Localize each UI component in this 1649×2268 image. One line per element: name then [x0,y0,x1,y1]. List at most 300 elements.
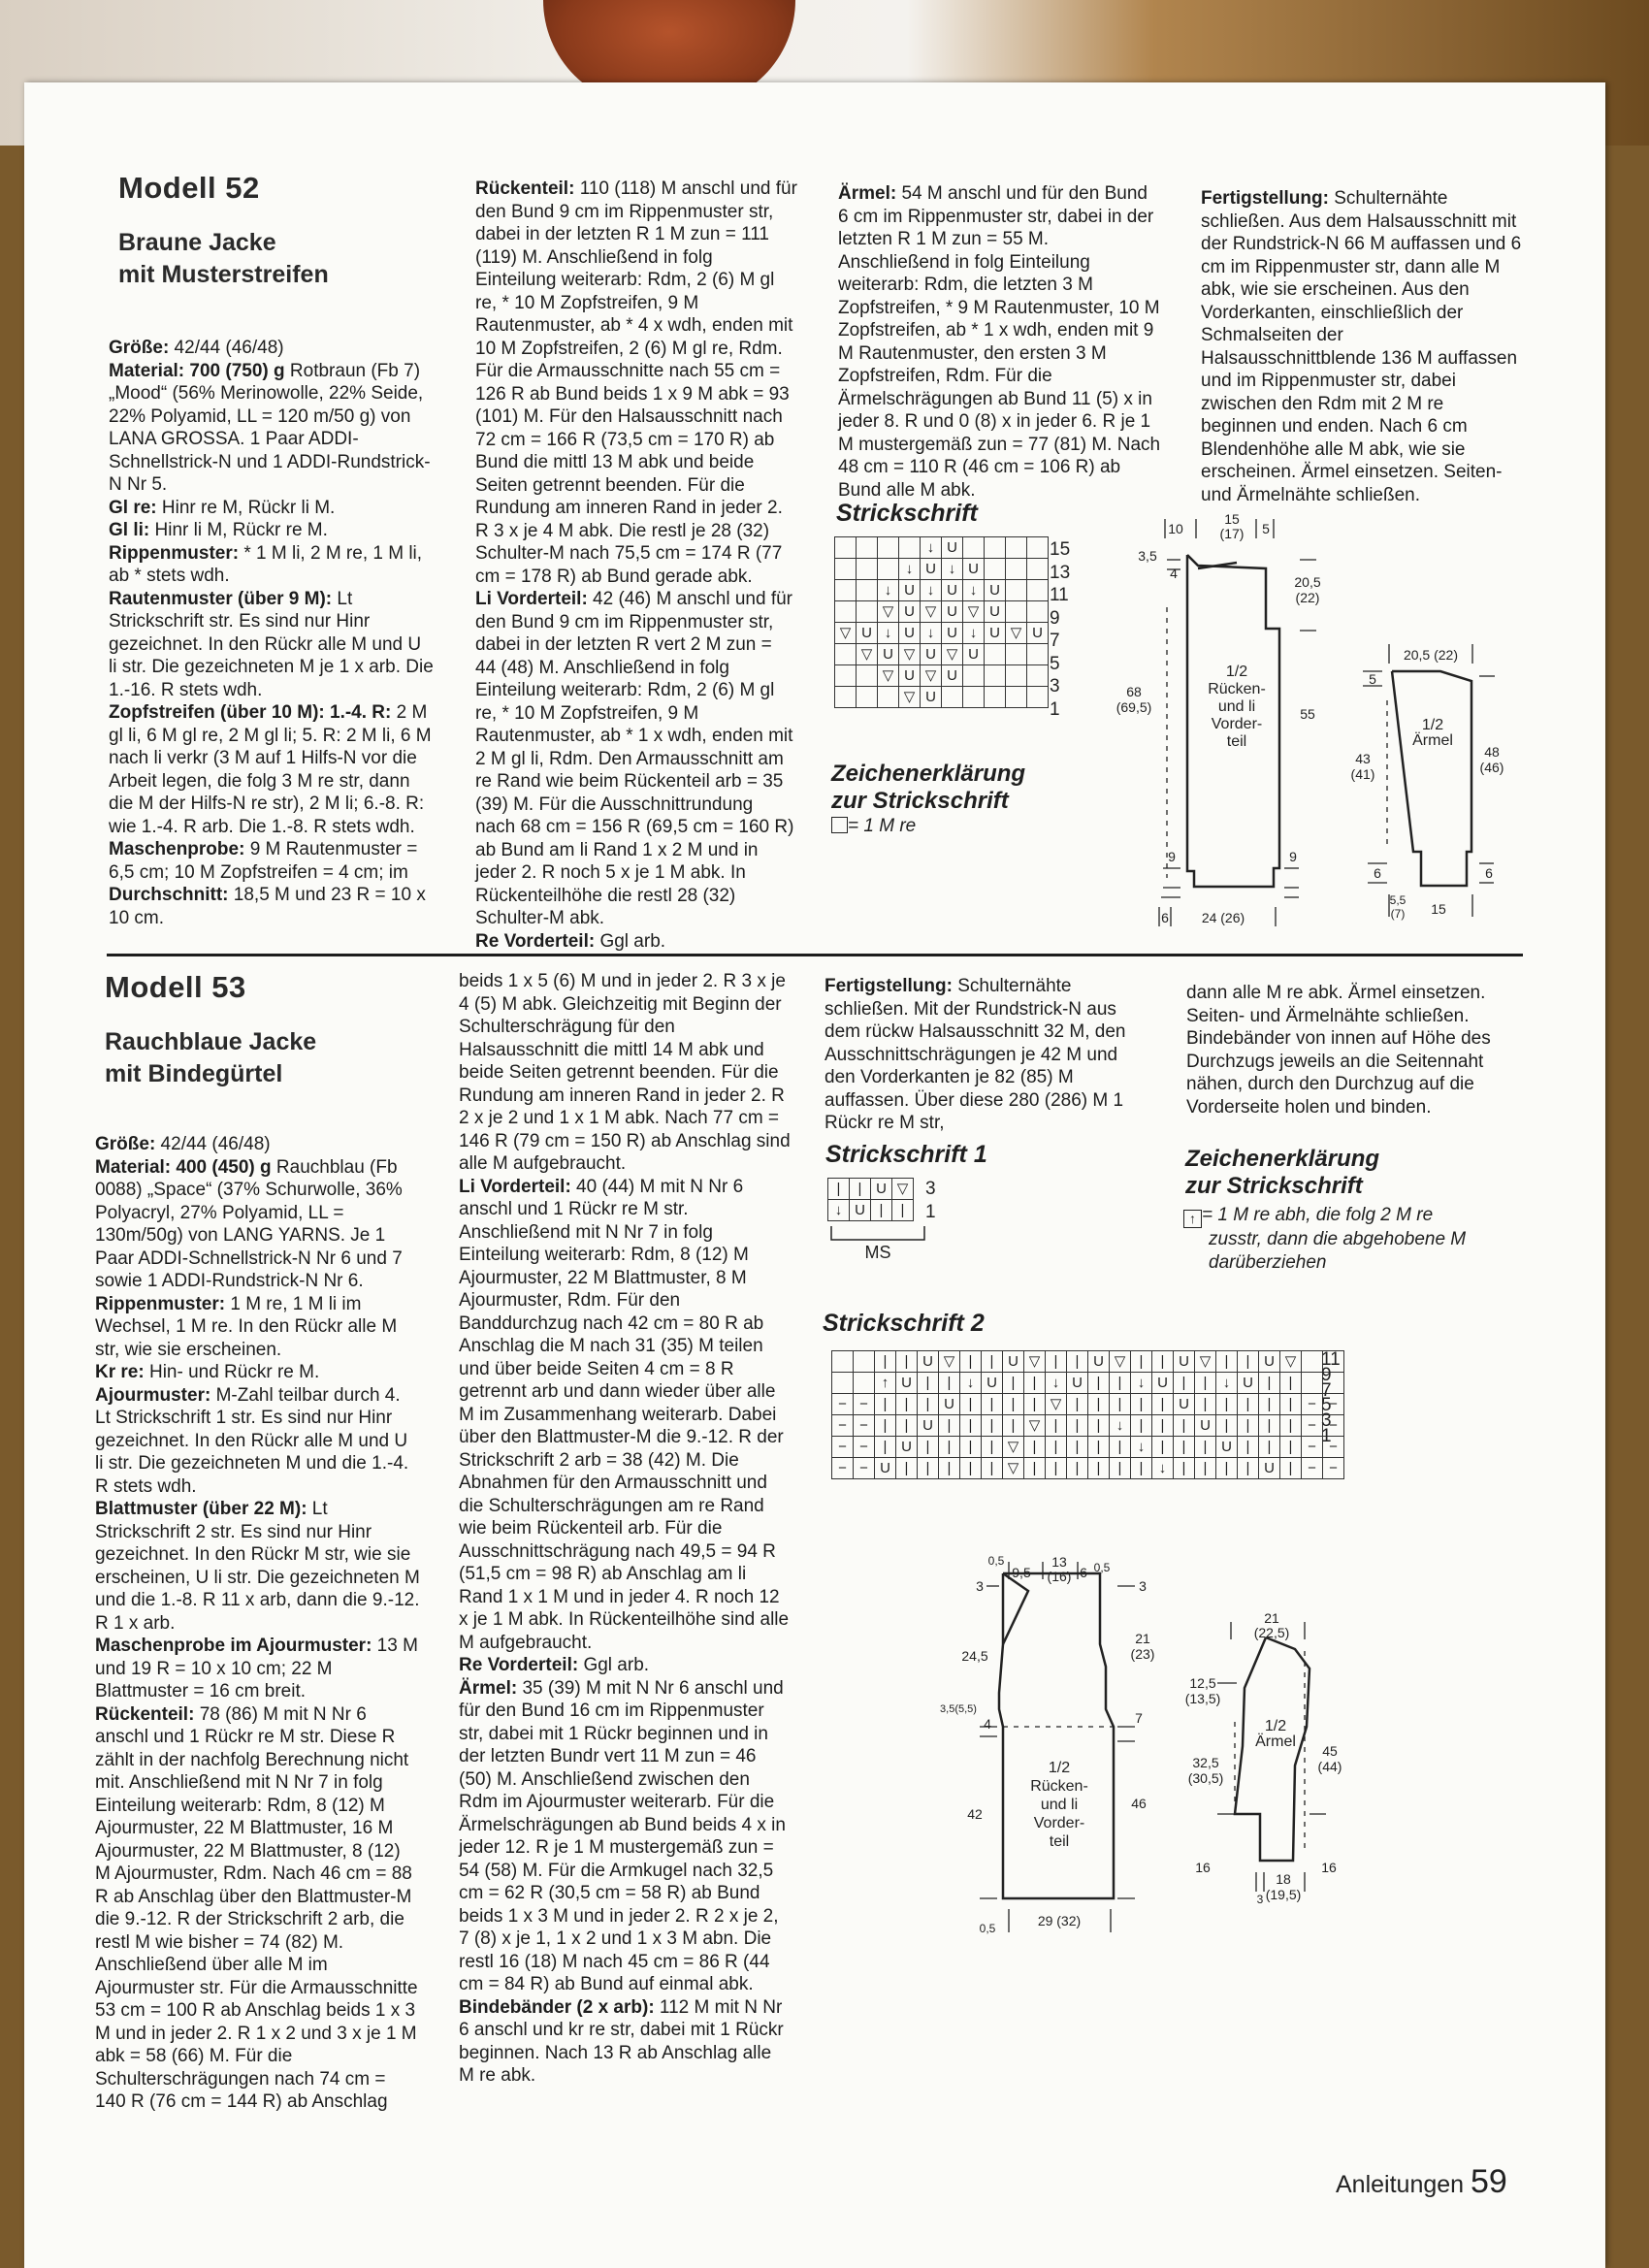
chart-cell: | [896,1351,918,1373]
chart-cell: | [918,1394,939,1415]
chart-cell: ▽ [899,644,921,665]
chart-cell: | [1088,1373,1110,1394]
chart-cell: ▽ [921,665,942,687]
paragraph [459,1677,791,1996]
chart-cell: − [1323,1415,1344,1437]
paragraph-text: 1 M re, 1 M li im Wechsel, 1 M re. In den Rückr alle M str, wie sie erscheinen. [95,1293,398,1360]
m53-chart1-repeat-bracket [829,1224,926,1263]
chart-cell: | [892,1200,914,1221]
paragraph-text: 42 (46) M anschl und für den Bund 9 cm im Rippenmuster str, dabei in der letzten R vert 2 M zun = 44 (48) M. Anschließend in folg Einteilung weiterarb: Rdm, 2 (6) M gl re, * 10 M Zopfstreifen, 9 M Rautenmuster, ab * 1 x wdh, enden mit 2 M gl li, Rdm. Den Armausschnitt am re Rand wie beim Rückenteil arb = 35 (39) M. Für die Ausschnittrundung nach 68 cm = 156 R (69,5 cm = 160 R) ab Bund am li Rand 1 x 2 M und in jeder 2. R noch 5 x je 1 M abk. In Rückenteilhöhe die restl 28 (32) Schulter-M abk. [475,589,794,928]
paragraph-lead: Durchschnitt: [109,885,229,905]
paragraph-text: 54 M anschl und für den Bund 6 cm im Rippenmuster str, dabei in der letzten R 1 M zun = 55 M. Anschließend in folg Einteilung weiterarb: Rdm, die letzten 3 M Zopfstreifen, * 9 M Rautenmuster, 10 M Zopfstreifen, ab * 1 x wdh, enden mit 9 M Rautenmuster, den ersten 3 M Zopfstreifen, Rdm. Für die Ärmelschrägungen ab Bund 11 (5) x in jeder 8. R und 0 (8) x in jeder 6. R je 1 M mustergemäß zun = 77 (81) M. Nach 48 cm = 110 R (46 cm = 106 R) ab Bund alle M abk. [838,183,1161,501]
chart-cell: U [1152,1373,1174,1394]
paragraph-text: Rotbraun (Fb 7) „Mood“ (56% Merinowolle, 22% Seide, 22% Polyamid, LL = 120 m/50 g) von LANA GROSSA. 1 Paar ADDI-Schnellstrick-N und 1 ADDI-Rundstrick-N Nr 5. [109,360,431,495]
chart-cell: ▽ [1046,1394,1067,1415]
schem-label: 9 [1289,849,1297,864]
chart-cell: U [939,1394,960,1415]
schem-label: 7 [1135,1710,1143,1726]
chart-cell [835,580,857,601]
chart-cell: | [918,1458,939,1479]
paragraph-text: Schulternähte schließen. Mit der Rundstrick-N aus dem rückw Halsausschnitt 32 M, den Ausschnittschrägungen je 42 M und den Vorderkanten je 82 (85) M auffassen. Über diese 280 (286) M 1 Rückr re M str, [824,976,1126,1133]
schem-label: (22,5) [1253,1625,1290,1640]
chart-row [832,1458,1344,1479]
paragraph-text: 2 M gl li, 6 M gl re, 2 M gl li; 5. R: 2 M li, 6 M nach li verkr (3 M auf 1 Hilfs-N vor die Arbeit legen, die folg 3 M re str, dann die M der Hilfs-N re str), 2 M li; 6.-8. R: wie 1.-4. R arb. Die 1.-8. R stets wdh. [109,702,432,837]
schem-label: 20,5 [1294,574,1321,590]
schem-label: 3 [976,1578,984,1594]
chart-cell [835,644,857,665]
schem-label: und li [1040,1797,1079,1813]
schem-label: 9,5 [1012,1565,1031,1580]
paragraph-lead: Bindebänder (2 x arb): [459,1996,655,2018]
chart-cell: − [832,1437,854,1458]
chart-cell [857,537,878,559]
chart-row [832,1351,1344,1373]
schem-label: (7) [1390,907,1406,921]
chart-cell: ▽ [1003,1437,1024,1458]
chart-cell [857,580,878,601]
paragraph-text: 112 M mit N Nr 6 anschl und kr re str, dabei mit 1 Rückr beginnen. Nach 13 R ab Anschlag alle M re abk. [459,1996,784,2086]
schem-label: (19,5) [1265,1887,1302,1902]
chart-row [835,623,1049,644]
chart-cell [835,601,857,623]
chart-cell: U [1195,1415,1216,1437]
chart-cell [1006,687,1027,708]
chart-cell: ▽ [921,601,942,623]
schem-label: (41) [1350,766,1375,782]
paragraph-text: Hinr re M, Rückr li M. [156,497,336,518]
chart-row-number: 9 [1050,607,1060,629]
m52-sleeve-schematic [1343,631,1513,931]
paragraph-text: Lt Strickschrift str. Es sind nur Hinr gezeichnet. In den Rückr alle M und U li str. Die gezeichneten M je 1 x arb. Die 1.-16. R stets wdh. [109,588,434,700]
schem-label: 5,5 [1389,893,1406,907]
m53-chart2-title: Strickschrift 2 [823,1310,985,1337]
chart-cell: U [942,623,963,644]
paragraph [109,542,434,588]
chart-cell [835,559,857,580]
chart-cell: | [1259,1437,1280,1458]
chart-cell: | [1046,1351,1067,1373]
chart-cell [1027,559,1049,580]
chart-cell: | [1067,1351,1088,1373]
paragraph-lead: Li Vorderteil: [475,589,588,609]
schem-label: (30,5) [1187,1770,1224,1786]
chart-cell: U [942,665,963,687]
schem-label: 42 [967,1806,983,1822]
chart-cell: | [1131,1415,1152,1437]
chart-cell: U [1238,1373,1259,1394]
chart-cell: ▽ [1006,623,1027,644]
chart-cell: | [1195,1458,1216,1479]
m53-back-labels [940,1554,1154,1935]
chart-row [835,644,1049,665]
paragraph-lead: Zopfstreifen (über 10 M): 1.-4. R: [109,702,392,723]
chart-cell: ↓ [1216,1373,1238,1394]
schem-label: 15 [1224,511,1240,527]
chart-cell [985,537,1006,559]
chart-cell: | [960,1437,982,1458]
chart-cell: | [960,1351,982,1373]
chart-cell: | [1280,1415,1302,1437]
chart-cell [1006,601,1027,623]
schem-label: 9 [1168,849,1176,864]
chart-cell: | [875,1394,896,1415]
m53-legend-title [1185,1146,1379,1200]
paragraph [475,930,797,954]
chart-cell: U [1003,1351,1024,1373]
paragraph-text: 13 M und 19 R = 10 x 10 cm; 22 M Blattmuster = 16 cm breit. [95,1636,418,1701]
chart-cell: ▽ [1003,1458,1024,1479]
paragraph [109,497,434,520]
chart-cell: ↓ [1131,1373,1152,1394]
chart-cell: U [896,1373,918,1394]
schem-label: 1/2 [1264,1718,1287,1734]
paragraph-text: Hin- und Rückr re M. [144,1362,320,1382]
schem-label: (46) [1479,760,1504,775]
chart-cell [963,537,985,559]
chart-cell: − [1302,1394,1323,1415]
paragraph [95,1498,420,1635]
m52-subtitle-2: mit Musterstreifen [118,260,329,288]
chart-cell: U [878,644,899,665]
chart-cell [1006,644,1027,665]
chart-cell: ▽ [892,1179,914,1200]
chart-cell: | [1280,1373,1302,1394]
schem-label: 21 [1135,1631,1150,1646]
chart-cell: | [850,1179,871,1200]
schem-label: 15 [1431,901,1446,917]
chart-cell: | [1131,1458,1152,1479]
paragraph-lead: Größe: [109,338,170,358]
schem-label: 4 [984,1716,991,1732]
chart-cell: | [1110,1437,1131,1458]
chart-cell: | [1067,1458,1088,1479]
chart-cell: | [875,1415,896,1437]
m52-empty-cell-icon [831,817,848,833]
schem-label: 12,5 [1189,1675,1216,1691]
chart-cell: | [939,1415,960,1437]
chart-cell [1006,665,1027,687]
schem-label: 0,5 [987,1554,1005,1568]
schem-label: (13,5) [1184,1691,1221,1706]
chart-cell: ▽ [1280,1351,1302,1373]
paragraph-text: 42/44 (46/48) [169,338,284,358]
chart-row [828,1179,914,1200]
chart-cell: − [1302,1437,1323,1458]
chart-row [835,601,1049,623]
chart-row-number: 5 [1050,653,1060,674]
chart-cell: U [921,687,942,708]
footer-section-label: Anleitungen [1336,2171,1465,2198]
chart-cell: U [896,1437,918,1458]
m53-legend-line-2: zusstr, dann die abgehobene M [1209,1229,1467,1249]
chart-cell [985,665,1006,687]
paragraph-text: 35 (39) M mit N Nr 6 anschl und für den Bund 16 cm im Rippenmuster str, dabei mit 1 Rückr beginnen und in der letzten Bundr vert 11 M zun = 46 (50) M. Anschließend zwischen den Rdm im Ajourmuster weiterarb. Für die Ärmelschrägungen ab Bund beids 4 x in jeder 12. R je 1 M mustergemäß zun = 54 (58) M. Für die Armkugel nach 32,5 cm = 62 R (30,5 cm = 58 R) ab Bund beids 1 x 3 M und in jeder 2. R 2 x je 2, 7 (8) x je 1, 1 x 2 und 1 x 3 M abn. Die restl 16 (18) M nach 45 cm = 86 R (44 cm = 84 R) ab Bund auf einmal abk. [459,1677,786,1994]
chart-cell: − [832,1394,854,1415]
paragraph [109,838,434,884]
m53-heading [105,970,425,1090]
chart-row [835,559,1049,580]
m52-subtitle-1: Braune Jacke [118,228,276,256]
chart-cell: | [1110,1458,1131,1479]
chart-cell: | [1238,1458,1259,1479]
schem-label: 48 [1484,744,1500,760]
schem-label: 55 [1300,706,1315,722]
chart-cell [985,559,1006,580]
schem-label: Ärmel [1255,1733,1296,1750]
chart-cell [857,687,878,708]
paragraph-lead: Gl li: [109,520,150,540]
chart-cell: − [832,1458,854,1479]
chart-cell: U [985,601,1006,623]
chart-cell: U [918,1415,939,1437]
m52-column-3 [838,182,1162,502]
chart-cell: U [1027,623,1049,644]
paragraph [459,1996,791,2088]
chart-cell [985,687,1006,708]
chart-cell [1006,559,1027,580]
m53-title: Modell 53 [105,970,246,1004]
chart-cell: | [1088,1394,1110,1415]
m52-heading [118,171,429,291]
m53-knit-chart-2 [831,1350,1344,1479]
chart-cell: | [1003,1394,1024,1415]
paragraph [475,588,797,930]
chart-row [832,1437,1344,1458]
chart-cell: | [1024,1373,1046,1394]
paragraph-lead: Rückenteil: [95,1703,195,1725]
chart-cell: U [982,1373,1003,1394]
chart-cell [878,687,899,708]
chart-row-number: 7 [1321,1379,1332,1401]
chart-cell: | [828,1179,850,1200]
chart-cell: | [1216,1351,1238,1373]
chart-row-number: 1 [1050,698,1060,720]
m52-back-schematic [1101,504,1324,931]
chart-cell: ↓ [963,623,985,644]
schem-label: 1/2 [1225,664,1248,680]
chart-cell [963,687,985,708]
chart-cell: | [939,1458,960,1479]
paragraph-lead: Rautenmuster (über 9 M): [109,588,333,609]
chart-cell: | [1046,1415,1067,1437]
chart-row-number: 9 [1321,1364,1332,1385]
chart-cell: ▽ [963,601,985,623]
chart-cell: U [985,623,1006,644]
chart-cell [835,665,857,687]
chart-cell: U [850,1200,871,1221]
m53-chart1-row-numbers [925,1178,936,1223]
chart-cell: | [1110,1394,1131,1415]
schem-label: 43 [1355,751,1371,766]
chart-row-number: 5 [1321,1395,1332,1416]
chart-cell [857,665,878,687]
schem-label: 1/2 [1048,1760,1071,1776]
m53-legend-line-1: = 1 M re abh, die folg 2 M re [1202,1205,1434,1225]
chart-cell: ▽ [835,623,857,644]
chart-cell: | [1088,1415,1110,1437]
paragraph-lead: Blattmuster (über 22 M): [95,1499,307,1519]
paragraph [459,1654,791,1677]
paragraph-lead: Fertigstellung: [1201,188,1329,209]
chart-cell: | [1067,1394,1088,1415]
chart-cell: U [921,559,942,580]
chart-cell: ▽ [1195,1351,1216,1373]
paragraph [109,884,434,929]
m52-chart-title: Strickschrift [836,500,978,527]
m52-knit-chart [834,536,1049,708]
chart-cell: | [875,1351,896,1373]
chart-cell: − [832,1415,854,1437]
schem-label: 6 [1080,1565,1087,1580]
chart-cell [899,537,921,559]
paragraph-lead: Ajourmuster: [95,1384,211,1406]
chart-cell: ↓ [1110,1415,1131,1437]
m52-legend-text: = 1 M re [848,816,917,836]
chart-cell: ↓ [899,559,921,580]
chart-row-number: 11 [1050,585,1069,605]
paragraph-text: Ggl arb. [595,930,666,952]
chart-cell: | [1216,1458,1238,1479]
paragraph-lead: Rückenteil: [475,178,575,199]
schem-label: (16) [1047,1569,1072,1584]
chart-cell: U [899,623,921,644]
schem-label: 6 [1161,910,1169,925]
chart-cell: | [982,1415,1003,1437]
paragraph-lead: Maschenprobe: [109,839,245,859]
m53-legend-title-1: Zeichenerklärung [1185,1146,1380,1172]
chart-cell: U [1088,1351,1110,1373]
chart-cell: | [982,1394,1003,1415]
chart-cell [1027,537,1049,559]
m53-column-4 [1186,982,1513,1118]
paragraph [459,970,791,1176]
paragraph [95,1156,420,1293]
chart-cell: ▽ [857,644,878,665]
m53-subtitle-1: Rauchblaue Jacke [105,1027,317,1055]
chart-row-number: 3 [925,1179,936,1199]
schem-label: Rücken- [1208,681,1266,697]
m52-back-labels [1116,511,1321,925]
chart-cell: | [1280,1394,1302,1415]
paragraph [109,588,434,702]
chart-cell: U [985,580,1006,601]
m53-column-2 [459,970,791,2088]
m52-column-1 [109,337,434,929]
m52-title: Modell 52 [118,171,260,205]
schem-label: (17) [1219,526,1245,541]
paragraph-lead: Rippenmuster: [95,1293,226,1314]
paragraph-text: beids 1 x 5 (6) M und in jeder 2. R 3 x je 4 (5) M abk. Gleichzeitig mit Beginn der Schulterschrägung für den Halsausschnitt die mittl 14 M abk und beide Seiten getrennt beenden. Für die Rundung am inneren Rand in jeder 2. R 2 x je 2 und 1 x 1 M abk. Nach 77 cm = 146 R (79 cm = 150 R) ab Anschlag sind alle M aufgebraucht. [459,971,791,1174]
chart-cell: | [1195,1437,1216,1458]
chart-cell: | [982,1437,1003,1458]
m52-column-4 [1201,187,1523,506]
chart-cell: U [1216,1437,1238,1458]
chart-cell: | [1280,1437,1302,1458]
m53-decrease-icon: ↑ [1183,1210,1202,1228]
chart-cell: − [1302,1415,1323,1437]
chart-cell: | [1152,1415,1174,1437]
schem-label: 10 [1168,521,1183,536]
chart-cell: U [942,601,963,623]
chart-row [835,537,1049,559]
schem-label: 45 [1322,1743,1338,1759]
chart-cell: ▽ [899,687,921,708]
chart-cell: | [1088,1437,1110,1458]
chart-cell: ▽ [1110,1351,1131,1373]
chart-cell: | [1238,1415,1259,1437]
chart-cell: | [1003,1373,1024,1394]
chart-row-number: 13 [1050,562,1071,583]
schem-label: (69,5) [1116,699,1152,715]
chart-cell: | [1259,1394,1280,1415]
chart-cell: | [896,1415,918,1437]
chart-cell: | [939,1373,960,1394]
chart-cell [854,1373,875,1394]
m52-sleeve-labels [1351,647,1504,921]
paragraph-text: Schulternähte schließen. Aus dem Halsausschnitt mit der Rundstrick-N 66 M auffassen und 6 cm im Rippenmuster str, dann alle M abk, wie sie erscheinen. Aus den Vorderkanten, einschließlich der Schmalseiten der Halsausschnittblende 136 M auffassen und im Rippenmuster str, dabei zwischen den Rdm mit 2 M re beginnen und enden. Nach 6 cm Blendenhöhe alle M abk, wie sie erscheinen. Ärmel einsetzen. Seiten- und Ärmelnähte schließen. [1201,188,1522,505]
schem-label: 3 [1139,1578,1147,1594]
paragraph [95,1703,420,2114]
chart-row-number: 1 [1321,1425,1332,1446]
paragraph-text: Hinr li M, Rückr re M. [149,520,328,540]
m52-legend-title [831,761,1025,815]
paragraph [95,1361,420,1384]
chart-cell: ↓ [963,580,985,601]
chart-cell: ↓ [828,1200,850,1221]
m53-legend-item [1183,1204,1466,1275]
chart-row [832,1394,1344,1415]
paragraph-lead: Ärmel: [838,183,897,204]
chart-cell [835,537,857,559]
schem-label: teil [1226,733,1247,750]
chart-cell: | [1238,1437,1259,1458]
chart-cell: U [871,1179,892,1200]
chart-cell: ↓ [921,623,942,644]
schem-label: 5 [1262,521,1270,536]
chart-cell: | [1195,1373,1216,1394]
chart-cell: U [918,1351,939,1373]
chart-cell [1006,580,1027,601]
paragraph-lead: Maschenprobe im Ajourmuster: [95,1636,372,1656]
chart-cell: ▽ [878,601,899,623]
paragraph-lead: Fertigstellung: [824,976,953,996]
paragraph [838,182,1162,502]
schem-label: (23) [1130,1646,1155,1662]
m52-column-2 [475,178,797,953]
paragraph-lead: Gl re: [109,497,157,518]
chart-cell: U [942,580,963,601]
chart-cell: U [942,537,963,559]
chart-cell: | [1152,1394,1174,1415]
chart-cell: | [960,1394,982,1415]
paragraph-text: 9 M Rautenmuster = 6,5 cm; 10 M Zopfstreifen = 4 cm; im [109,839,418,883]
schem-label: 16 [1195,1860,1211,1875]
chart-cell: | [1195,1394,1216,1415]
chart-cell [1006,537,1027,559]
schem-label: 68 [1126,684,1142,699]
schem-label: 0,5 [1093,1561,1111,1574]
paragraph-lead: Re Vorderteil: [475,930,596,952]
chart-cell: U [1259,1458,1280,1479]
chart-cell: | [871,1200,892,1221]
chart-cell: ↓ [960,1373,982,1394]
paragraph-lead: Ärmel: [459,1677,518,1699]
chart-cell: − [854,1394,875,1415]
schem-label: Rücken- [1030,1778,1088,1795]
chart-cell [857,601,878,623]
chart-row-number: 3 [1321,1410,1332,1432]
chart-cell: | [982,1351,1003,1373]
